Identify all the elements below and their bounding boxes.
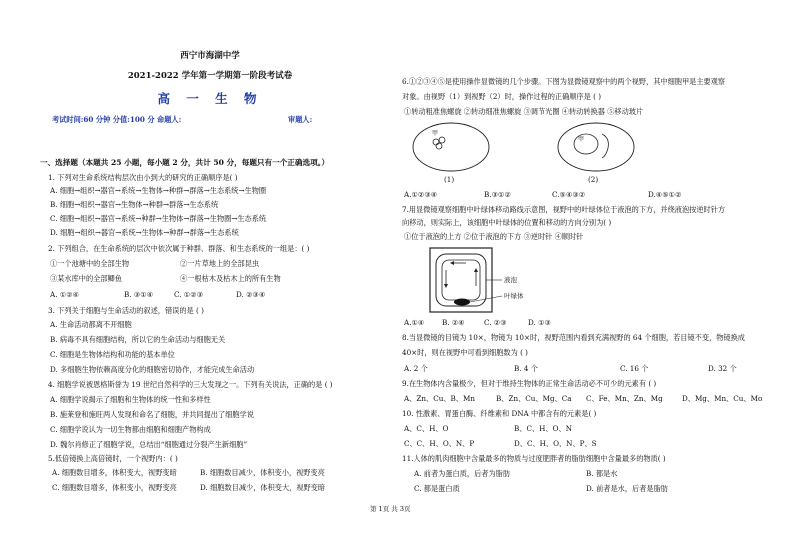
q1-option-a: A. 细胞→组织→器官→系统→生物体→种群→群落→生态系统→生物圈	[50, 186, 267, 195]
q9-option-d: D、Mg、Mn、Cu、Mo	[682, 394, 763, 403]
q9-option-c: C、Fe、Mn、Zn、Mg	[586, 394, 663, 403]
q5-option-d: D. 细胞数目减少，体积变大，视野变暗	[200, 483, 326, 492]
chloroplast	[454, 299, 470, 306]
q8-option-b: B. 4 个	[514, 364, 538, 373]
q3-option-c: C. 细胞是生物体结构和功能的基本单位	[50, 350, 175, 359]
q10-stem: 10. 性激素、胃蛋白酶、纤维素和 DNA 中都含有的元素是( )	[402, 409, 597, 418]
q5-option-a: A. 细胞数目增多，体积变大，视野变暗	[52, 468, 177, 477]
reviewer-label: 审题人:	[288, 115, 313, 124]
q6-stem-2: 对象。由视野（1）到视野（2）时，操作过程的正确顺序是 ( )	[402, 92, 602, 101]
q7-option-a: A.①④	[404, 318, 425, 327]
q11-option-a: A. 前者为蛋白质，后者为脂肪	[414, 469, 511, 478]
view-2-circle	[558, 123, 634, 171]
label-chloroplast: 叶绿体	[504, 292, 524, 300]
q6-microscope-views	[406, 120, 706, 182]
q5-option-b: B. 细胞数目减少，体积变小，视野变亮	[200, 468, 325, 477]
q9-option-b: B、Zn、Cu、Mg、Ca	[496, 394, 572, 403]
q6-option-d: D.④⑤①②	[648, 190, 682, 199]
subject-title: 高 一 生 物	[157, 91, 263, 106]
q2-option-b: B. ③①④	[124, 290, 154, 299]
q8-option-c: C. 16 个	[620, 364, 649, 373]
q6-jia-label-2: 甲	[578, 136, 585, 143]
q8-stem-1: 8.当显微镜的目镜为 10×，物镜为 10×时，视野范围内看到充满视野的 64 个细胞，若目镜不变，物镜换成	[402, 333, 745, 342]
view-1-cell-b	[439, 137, 445, 143]
view-1-circle	[413, 123, 489, 171]
q8-option-d: D. 32 个	[708, 364, 737, 373]
q8-stem-2: 40×时，则在视野中可看到细胞数为 ( )	[402, 348, 528, 357]
q6-fig2-label: (2)	[588, 175, 599, 184]
q11-option-c: C. 都是蛋白质	[414, 484, 460, 493]
view-2-cell-edge	[602, 134, 608, 158]
q7-cell-diagram	[426, 246, 516, 316]
q3-option-a: A. 生命活动都离不开细胞	[50, 320, 132, 329]
q1-option-d: D. 细胞→组织→器官→系统→生物体→种群→群落→生态系统	[50, 228, 239, 237]
exam-info: 考试时间:60 分钟 分值:100 分 命题人:	[52, 115, 182, 124]
label-vacuole: 液泡	[504, 276, 517, 284]
q1-stem: 1. 下列对生命系统结构层次由小到大的研究的正确顺序是( )	[48, 173, 238, 182]
q7-stem-2: 向移动，则实际上，该细胞中叶绿体的位置和移动的方向分别为( )	[402, 218, 612, 227]
q6-option-c: C.⑤④③②	[552, 190, 586, 199]
q6-jia-label-1: 甲	[432, 130, 439, 137]
q7-option-b: B. ②④	[442, 318, 465, 327]
q2-item-4: ④一根枯木及枯木上的所有生物	[180, 274, 281, 283]
q8-option-a: A. 2 个	[404, 364, 428, 373]
q2-item-3: ③某水库中的全部鲫鱼	[50, 274, 122, 283]
q7-option-d: D. ①③	[528, 318, 551, 327]
q6-option-a: A.①②③④	[404, 190, 438, 199]
q5-option-c: C. 细胞数目增多，体积变小，视野变亮	[52, 483, 177, 492]
q4-option-b: B. 施莱登和施旺两人发现和命名了细胞，并共同提出了细胞学说	[50, 410, 254, 419]
q2-item-2: ②一片草地上的全部昆虫	[180, 259, 260, 268]
q7-stem-1: 7.用显微镜观察细胞中叶绿体移动路线示意图，视野中的叶绿体位于液泡的下方，并绕液泡按逆时针方	[402, 205, 726, 214]
q4-option-a: A. 细胞学说揭示了细胞和生物体的统一性和多样性	[50, 395, 211, 404]
q2-option-c: C. ①②③	[174, 290, 204, 299]
q10-option-d: D、C、H、O、N、P、S	[514, 439, 597, 448]
q11-stem: 11.人体的肌肉细胞中含量最多的物质与过度肥胖者的脂肪细胞中含量最多的物质( )	[402, 454, 666, 463]
q3-option-d: D. 多细胞生物依赖高度分化的细胞密切协作，才能完成生命活动	[50, 365, 255, 374]
view-1-cell-jia	[436, 143, 442, 149]
q6-option-b: B.③①②	[484, 190, 511, 199]
q10-option-c: C、C、H、O、N、P	[404, 439, 475, 448]
q6-stem-1: 6.①②③④⑤是使用操作显微镜的几个步骤。下图为显微镜观察中的两个视野，其中细胞甲是主要观察	[402, 77, 726, 86]
q3-stem: 3. 下列关于细胞与生命活动的叙述，错误的是 ( )	[48, 306, 204, 315]
page-footer: 第 1页 共 3页	[370, 505, 411, 513]
q1-option-c: C. 细胞→组织→器官→系统→种群→生物体→群落→生物圈→生态系统	[50, 214, 267, 223]
q2-option-a: A. ①②④	[50, 290, 80, 299]
q9-stem: 9.在生物体内含量极少，但对于维持生物体的正常生命活动必不可少的元素有 ( )	[402, 379, 657, 388]
q7-option-c: C. ②③	[484, 318, 507, 327]
school-name: 西宁市海湖中学	[180, 51, 240, 61]
view-1-cell-a	[433, 139, 439, 145]
q2-stem: 2. 下列组合，在生命系统的层次中依次属于种群、群落、和生态系统的一组是：( )	[48, 244, 310, 253]
q5-stem: 5.低倍镜换上高倍镜时，一个视野内：( )	[48, 454, 178, 463]
section-title: 一、选择题（本题共 25 小题，每小题 2 分，共计 50 分，每题只有一个正确选项。）	[40, 158, 330, 167]
exam-title: 2021-2022 学年第一学期第一阶段考试卷	[127, 71, 293, 81]
q9-option-a: A、Zn、Cu、B、Mn	[404, 394, 475, 403]
q4-stem: 4. 细胞学说被恩格斯誉为 19 世纪自然科学的三大发现之一。下列有关说法，正确的是 ( )	[48, 380, 333, 389]
q11-option-b: B. 都是水	[586, 469, 618, 478]
q7-statements: ①位于液泡的上方 ②位于液泡的下方 ③逆时针 ④顺时针	[404, 232, 584, 241]
q1-option-b: B. 细胞→组织→器官→生物体→种群→群落→生态系统	[50, 200, 219, 209]
q2-item-1: ①一个池塘中的全部生物	[50, 259, 130, 268]
q6-steps: ①转动粗准焦螺旋 ②转动细准焦螺旋 ③调节光圈 ④转动转换器 ⑤移动玻片	[404, 107, 644, 116]
q3-option-b: B. 病毒不具有细胞结构，所以它的生命活动与细胞无关	[50, 335, 226, 344]
q4-option-c: C. 细胞学说认为一切生物都由细胞和细胞产物构成	[50, 425, 211, 434]
q10-option-a: A、C、H、O	[404, 424, 449, 433]
q4-option-d: D. 魏尔肖修正了细胞学说，总结出“细胞通过分裂产生新细胞”	[50, 440, 248, 449]
q2-option-d: D. ②③④	[236, 290, 266, 299]
q10-option-b: B、C、H、O、N	[514, 424, 572, 433]
q6-fig1-label: (1)	[444, 175, 455, 184]
q11-option-d: D. 前者是水，后者是脂肪	[586, 484, 668, 493]
